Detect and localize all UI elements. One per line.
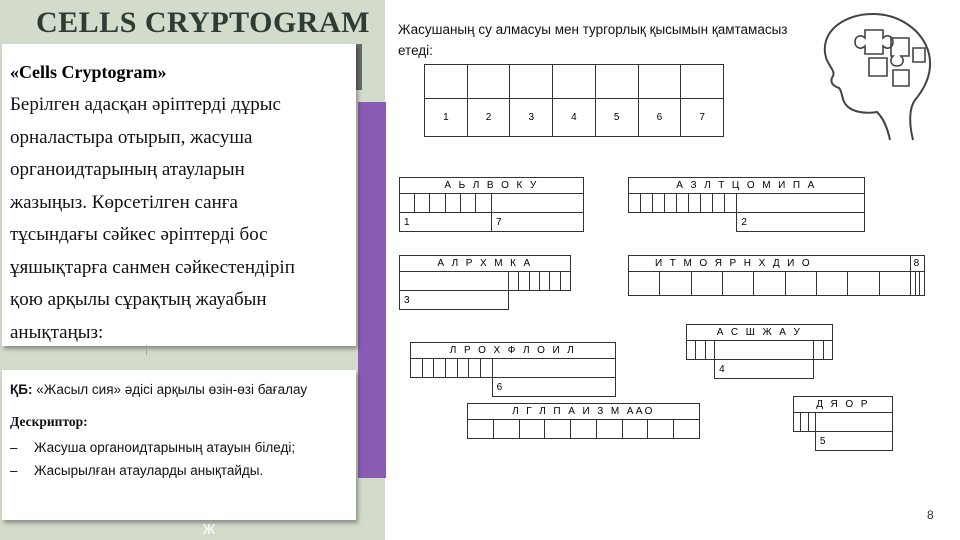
- puzzle-number: 6: [492, 378, 615, 397]
- puzzle-number: 4: [715, 360, 814, 379]
- puzzle-cell[interactable]: [653, 194, 665, 213]
- puzzle-number: 1: [400, 213, 492, 232]
- puzzle-cell[interactable]: [920, 272, 925, 296]
- puzzle-letters: А С Ш Ж А У: [687, 325, 833, 341]
- puzzle-cell[interactable]: [713, 194, 725, 213]
- puzzle-cell[interactable]: [571, 420, 597, 439]
- answer-number: 6: [638, 99, 681, 137]
- answer-number: 4: [553, 99, 596, 137]
- puzzle-cell[interactable]: [687, 341, 696, 360]
- puzzle-cell[interactable]: [754, 272, 785, 296]
- puzzle-2: [628, 177, 865, 232]
- puzzle-letters: И Т М О Я Р Н Х Д И О: [629, 256, 911, 272]
- puzzle-head-icon: [795, 8, 945, 148]
- decorative-tick: [146, 345, 147, 355]
- instruction-line: жазыңыз. Көрсетілген санға: [10, 191, 238, 213]
- puzzle-6: [410, 342, 616, 397]
- descriptor-item: – Жасуша органоидтарының атауын біледі;: [10, 440, 296, 455]
- puzzle-cell[interactable]: [691, 272, 722, 296]
- puzzle-8: [467, 403, 700, 439]
- puzzle-cell[interactable]: [815, 413, 892, 432]
- puzzle-cell[interactable]: [794, 413, 801, 432]
- puzzle-cell[interactable]: [622, 420, 648, 439]
- puzzle-cell[interactable]: [492, 359, 615, 378]
- puzzle-cell[interactable]: [509, 272, 519, 291]
- puzzle-cell[interactable]: [491, 194, 583, 213]
- puzzle-letters: А Ь Л В О К У: [400, 178, 584, 194]
- puzzle-cell[interactable]: [493, 420, 519, 439]
- kb-label: ҚБ:: [10, 382, 33, 397]
- answer-grid: [424, 64, 724, 137]
- puzzle-number: 7: [491, 213, 583, 232]
- puzzle-cell[interactable]: [445, 359, 457, 378]
- answer-number: 5: [595, 99, 638, 137]
- purple-accent-bar: [358, 102, 386, 478]
- answer-cell-top[interactable]: [595, 65, 638, 99]
- answer-number: 1: [425, 99, 468, 137]
- puzzle-cell[interactable]: [445, 194, 460, 213]
- puzzle-cell[interactable]: [823, 341, 832, 360]
- instruction-line: қою арқылы сұрақтың жауабын: [10, 289, 267, 310]
- instruction-line: органоидтарының атауларын: [10, 159, 245, 180]
- answer-number: 2: [467, 99, 510, 137]
- puzzle-letters: Л Г Л П А И З М ААО: [468, 404, 700, 420]
- puzzle-cell[interactable]: [785, 272, 816, 296]
- instruction-line: тұсындағы сәйкес әріптерді бос: [10, 224, 268, 245]
- puzzle-cell[interactable]: [725, 194, 737, 213]
- puzzle-cell[interactable]: [430, 194, 445, 213]
- puzzle-cell[interactable]: [400, 194, 415, 213]
- answer-cell-top[interactable]: [638, 65, 681, 99]
- instruction-line: ұяшықтарға санмен сәйкестендіріп: [10, 256, 295, 278]
- puzzle-number: 5: [815, 432, 892, 451]
- puzzle-letters: Д Я О Р: [794, 397, 893, 413]
- answer-cell-top[interactable]: [467, 65, 510, 99]
- puzzle-cell[interactable]: [529, 272, 539, 291]
- puzzle-5: [686, 324, 833, 379]
- puzzle-cell[interactable]: [660, 272, 691, 296]
- slide-title: CELLS CRYPTOGRAM: [36, 6, 370, 39]
- puzzle-cell[interactable]: [648, 420, 674, 439]
- instruction-line: анықтаңыз:: [10, 321, 104, 343]
- puzzle-4: [628, 255, 925, 296]
- puzzle-letters: А З Л Т Ц О М И П А: [629, 178, 865, 194]
- puzzle-cell[interactable]: [415, 194, 430, 213]
- answer-cell-top[interactable]: [681, 65, 724, 99]
- puzzle-7: [793, 396, 893, 451]
- answer-number: 3: [510, 99, 553, 137]
- puzzle-cell[interactable]: [457, 359, 469, 378]
- puzzle-cell[interactable]: [817, 272, 848, 296]
- instruction-line: орналастыра отырып, жасуша: [10, 126, 253, 148]
- puzzle-cell[interactable]: [476, 194, 492, 213]
- puzzle-cell[interactable]: [705, 341, 714, 360]
- puzzle-cell[interactable]: [596, 420, 622, 439]
- puzzle-cell[interactable]: [411, 359, 423, 378]
- puzzle-cell[interactable]: [641, 194, 653, 213]
- puzzle-letters: Л Р О Х Ф Л О И Л: [411, 343, 616, 359]
- puzzle-cell[interactable]: [519, 272, 529, 291]
- puzzle-cell[interactable]: [715, 341, 814, 360]
- puzzle-letters: А Л Р Х М К А: [400, 256, 571, 272]
- descriptor-item: – Жасырылған атауларды анықтайды.: [10, 463, 264, 478]
- puzzle-cell[interactable]: [468, 420, 494, 439]
- puzzle-cell[interactable]: [808, 413, 815, 432]
- puzzle-number: 3: [400, 291, 509, 310]
- puzzle-cell[interactable]: [814, 341, 823, 360]
- puzzle-cell[interactable]: [560, 272, 570, 291]
- answer-cell-top[interactable]: [425, 65, 468, 99]
- puzzle-cell[interactable]: [539, 272, 549, 291]
- puzzle-cell[interactable]: [701, 194, 713, 213]
- puzzle-cell[interactable]: [460, 194, 475, 213]
- puzzle-1: [399, 177, 584, 232]
- instruction-card: [2, 44, 356, 346]
- puzzle-cell[interactable]: [665, 194, 677, 213]
- puzzle-cell[interactable]: [629, 194, 641, 213]
- puzzle-cell[interactable]: [422, 359, 434, 378]
- puzzle-head-number: 8: [911, 256, 925, 272]
- intro-text: Жасушаның су алмасуы мен тургорлық қысымын қамтамасыз етеді:: [398, 22, 788, 58]
- assessment-kb: [10, 380, 348, 400]
- puzzle-cell[interactable]: [480, 359, 492, 378]
- instruction-heading: «Cells Cryptogram»: [10, 62, 167, 82]
- bottom-glyph: ж: [203, 518, 216, 538]
- puzzle-cell[interactable]: [696, 341, 705, 360]
- descriptor-label: Дескриптор:: [10, 414, 88, 429]
- puzzle-cell[interactable]: [801, 413, 808, 432]
- instruction-text: [10, 89, 348, 349]
- instruction-line: Берілген адасқан әріптерді дұрыс: [10, 94, 281, 115]
- puzzle-cell[interactable]: [629, 272, 660, 296]
- puzzle-cell[interactable]: [400, 272, 509, 291]
- puzzle-number: 2: [737, 213, 865, 232]
- answer-cell-top[interactable]: [553, 65, 596, 99]
- puzzle-cell[interactable]: [674, 420, 700, 439]
- puzzle-3: [399, 255, 571, 310]
- puzzle-cell[interactable]: [723, 272, 754, 296]
- answer-cell-top[interactable]: [510, 65, 553, 99]
- puzzle-cell[interactable]: [677, 194, 689, 213]
- puzzle-cell[interactable]: [689, 194, 701, 213]
- puzzle-cell[interactable]: [434, 359, 446, 378]
- puzzle-cell[interactable]: [545, 420, 571, 439]
- puzzle-cell[interactable]: [848, 272, 879, 296]
- assessment-card: [2, 370, 356, 520]
- puzzle-cell[interactable]: [550, 272, 560, 291]
- puzzle-cell[interactable]: [469, 359, 481, 378]
- puzzle-cell[interactable]: [519, 420, 545, 439]
- page-number: 8: [927, 508, 934, 522]
- kb-text: «Жасыл сия» әдісі арқылы өзін-өзі бағалау: [36, 382, 308, 397]
- puzzle-cell[interactable]: [737, 194, 865, 213]
- puzzle-cell[interactable]: [879, 272, 910, 296]
- answer-number: 7: [681, 99, 724, 137]
